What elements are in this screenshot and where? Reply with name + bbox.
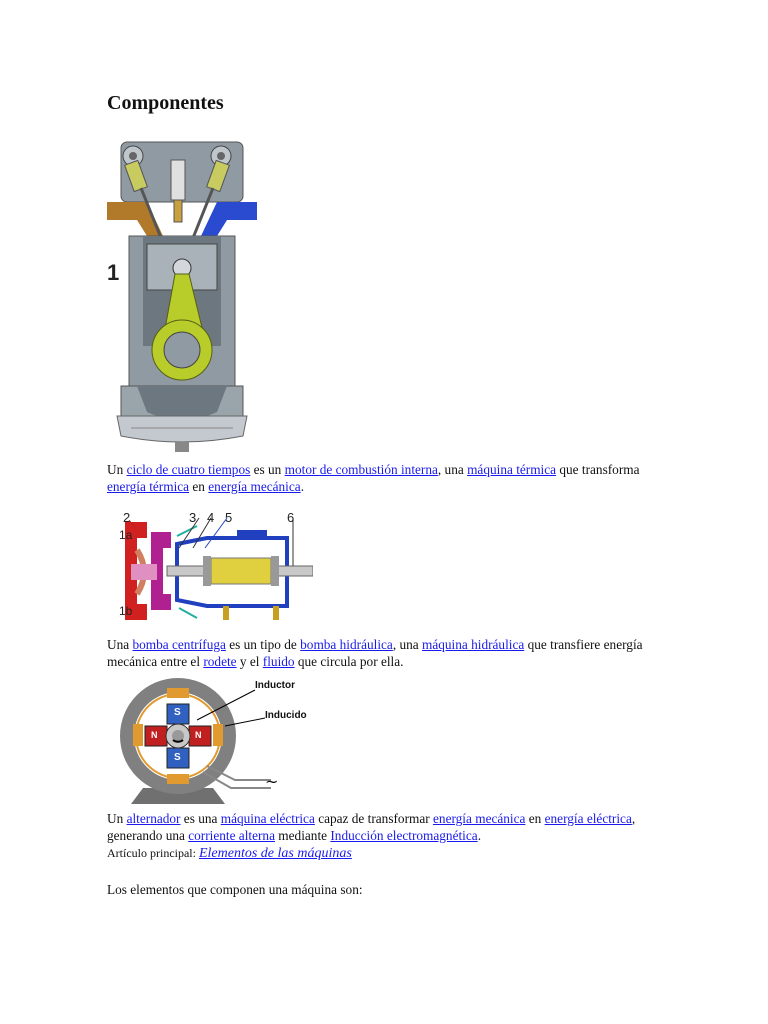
pump-label-1b: 1b: [119, 604, 133, 618]
pump-label-6: 6: [287, 510, 295, 525]
four-stroke-engine-figure: [107, 136, 257, 463]
link-energia-termica[interactable]: energía térmica: [107, 479, 190, 494]
link-induccion-electromagnetica[interactable]: Inducción electromagnética: [330, 828, 478, 843]
pump-label-5: 5: [225, 510, 233, 525]
pump-label-1a: 1a: [119, 528, 133, 542]
link-alternador[interactable]: alternador: [126, 811, 181, 826]
alternator-inductor-label: Inductor: [255, 680, 295, 691]
paragraph-alternator: Un alternador es una máquina eléctrica capaz de transformar energía mecánica en energía eléctrica, generando una corriente alterna mediante Inducción electromagnética.: [107, 811, 636, 843]
link-elementos-de-las-maquinas[interactable]: Elementos de las máquinas: [198, 846, 352, 861]
link-motor-combustion-interna[interactable]: motor de combustión interna: [284, 462, 438, 477]
paragraph-four-stroke: Un ciclo de cuatro tiempos es un motor de combustión interna, una máquina térmica que transforma energía térmica en energía mecánica.: [107, 462, 640, 494]
alternator-pole-n-right: N: [195, 730, 202, 740]
link-bomba-hidraulica[interactable]: bomba hidráulica: [300, 637, 393, 652]
link-fluido[interactable]: fluido: [262, 654, 295, 669]
paragraph-elements-intro: Los elementos que componen una máquina son:: [107, 882, 363, 897]
pump-label-2: 2: [123, 510, 131, 525]
main-article-note: Artículo principal: Elementos de las máquinas: [107, 846, 352, 861]
centrifugal-pump-figure: [107, 508, 313, 637]
link-bomba-centrifuga[interactable]: bomba centrífuga: [132, 637, 226, 652]
link-energia-mecanica[interactable]: energía mecánica: [208, 479, 301, 494]
paragraph-pump: Una bomba centrífuga es un tipo de bomba hidráulica, una máquina hidráulica que transfiere energía mecánica entre el rodete y el fluido que circula por ella.: [107, 637, 643, 669]
link-rodete[interactable]: rodete: [203, 654, 237, 669]
alternator-pole-s-top: S: [174, 707, 181, 718]
link-maquina-termica[interactable]: máquina térmica: [467, 462, 557, 477]
pump-label-3: 3: [189, 510, 197, 525]
link-maquina-hidraulica[interactable]: máquina hidráulica: [422, 637, 525, 652]
link-ciclo-cuatro-tiempos[interactable]: ciclo de cuatro tiempos: [126, 462, 251, 477]
link-energia-electrica[interactable]: energía eléctrica: [544, 811, 632, 826]
link-corriente-alterna[interactable]: corriente alterna: [188, 828, 275, 843]
alternator-inducido-label: Inducido: [265, 710, 307, 721]
alternator-figure: [107, 676, 307, 809]
link-energia-mecanica-2[interactable]: energía mecánica: [433, 811, 526, 826]
engine-illustration: [107, 136, 257, 458]
alternator-ac-symbol: ~: [265, 772, 279, 791]
engine-frame-label: 1: [107, 260, 120, 285]
pump-illustration: [107, 508, 313, 632]
alternator-pole-n-left: N: [151, 730, 158, 740]
pump-label-4: 4: [207, 510, 215, 525]
link-maquina-electrica[interactable]: máquina eléctrica: [220, 811, 315, 826]
alternator-pole-s-bottom: S: [174, 752, 181, 763]
section-title: Componentes: [107, 92, 224, 114]
